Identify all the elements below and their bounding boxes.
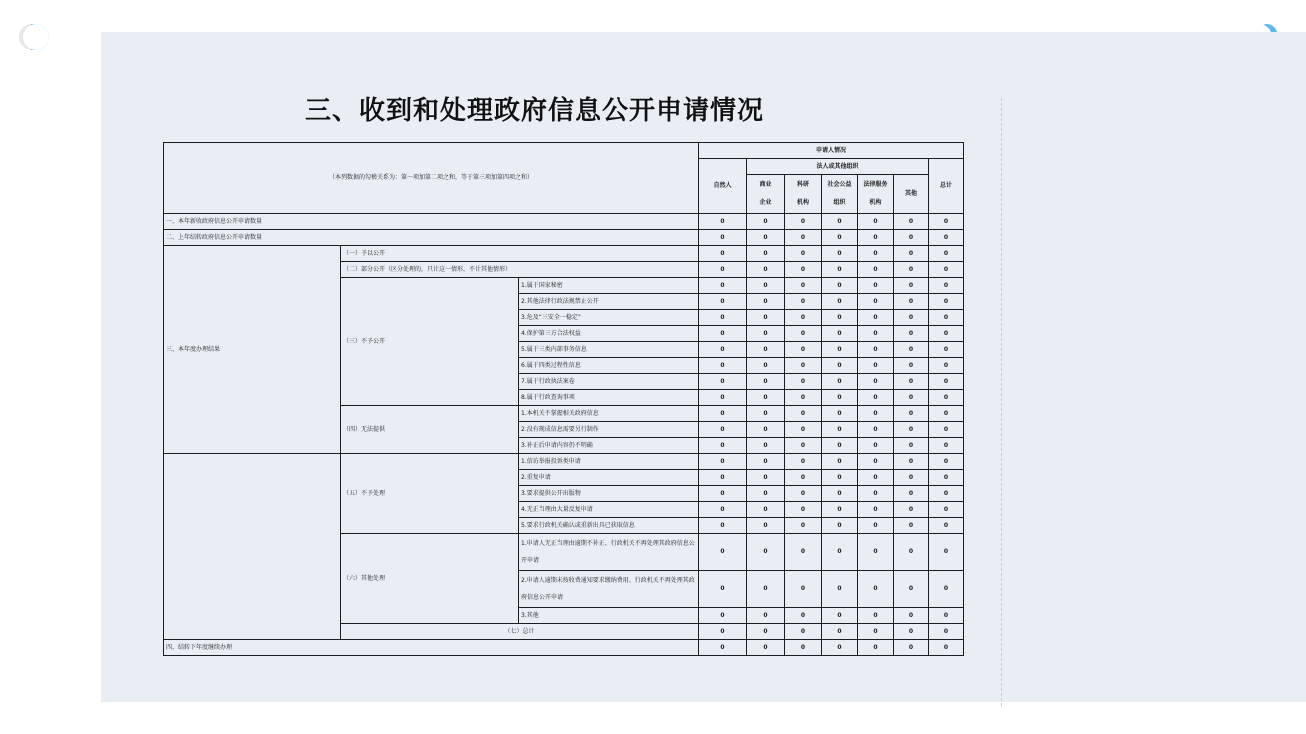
header-social: 社会公益 组织 bbox=[822, 175, 858, 214]
decor-circle-left bbox=[19, 24, 45, 50]
value-cell: 0 bbox=[822, 230, 858, 246]
reason-item: 6.属于四类过程性信息 bbox=[519, 358, 699, 374]
value-cell: 0 bbox=[699, 390, 747, 406]
row-new-requests: 一、本年新收政府信息公开申请数量 bbox=[164, 214, 699, 230]
value-cell: 0 bbox=[699, 571, 747, 608]
value-cell: 0 bbox=[785, 454, 822, 470]
value-cell: 0 bbox=[785, 262, 822, 278]
value-cell: 0 bbox=[858, 422, 894, 438]
header-total: 总计 bbox=[929, 159, 964, 214]
results-continued bbox=[164, 454, 341, 640]
value-cell: 0 bbox=[894, 518, 929, 534]
value-cell: 0 bbox=[894, 342, 929, 358]
value-cell: 0 bbox=[858, 358, 894, 374]
value-cell: 0 bbox=[785, 438, 822, 454]
value-cell: 0 bbox=[699, 278, 747, 294]
value-cell: 0 bbox=[699, 230, 747, 246]
value-cell: 0 bbox=[699, 624, 747, 640]
row-disclosed: （一）予以公开 bbox=[341, 246, 699, 262]
value-cell: 0 bbox=[894, 534, 929, 571]
reason-item: 1.属于国家秘密 bbox=[519, 278, 699, 294]
row-not-processed: （五）不予处理 bbox=[341, 454, 519, 534]
value-cell: 0 bbox=[929, 342, 964, 358]
value-cell: 0 bbox=[785, 342, 822, 358]
header-commercial: 商业 企业 bbox=[747, 175, 785, 214]
value-cell: 0 bbox=[785, 571, 822, 608]
value-cell: 0 bbox=[822, 214, 858, 230]
value-cell: 0 bbox=[747, 310, 785, 326]
value-cell: 0 bbox=[699, 438, 747, 454]
value-cell: 0 bbox=[747, 624, 785, 640]
value-cell: 0 bbox=[747, 454, 785, 470]
reason-item: 5.要求行政机关确认或重新出具已获取信息 bbox=[519, 518, 699, 534]
value-cell: 0 bbox=[747, 534, 785, 571]
value-cell: 0 bbox=[785, 374, 822, 390]
value-cell: 0 bbox=[894, 438, 929, 454]
value-cell: 0 bbox=[699, 470, 747, 486]
value-cell: 0 bbox=[747, 374, 785, 390]
value-cell: 0 bbox=[858, 374, 894, 390]
value-cell: 0 bbox=[699, 310, 747, 326]
reason-item: 3.危及“三安全一稳定” bbox=[519, 310, 699, 326]
value-cell: 0 bbox=[894, 571, 929, 608]
value-cell: 0 bbox=[785, 358, 822, 374]
value-cell: 0 bbox=[785, 278, 822, 294]
value-cell: 0 bbox=[822, 422, 858, 438]
report-table bbox=[163, 142, 964, 656]
value-cell: 0 bbox=[858, 486, 894, 502]
reason-item: 2.没有现成信息需要另行制作 bbox=[519, 422, 699, 438]
value-cell: 0 bbox=[929, 278, 964, 294]
value-cell: 0 bbox=[822, 534, 858, 571]
value-cell: 0 bbox=[747, 438, 785, 454]
header-applicant: 申请人情况 bbox=[699, 143, 964, 159]
value-cell: 0 bbox=[747, 470, 785, 486]
value-cell: 0 bbox=[785, 518, 822, 534]
value-cell: 0 bbox=[699, 534, 747, 571]
value-cell: 0 bbox=[858, 278, 894, 294]
value-cell: 0 bbox=[747, 640, 785, 656]
value-cell: 0 bbox=[858, 342, 894, 358]
value-cell: 0 bbox=[822, 262, 858, 278]
header-natural-person: 自然人 bbox=[699, 159, 747, 214]
value-cell: 0 bbox=[699, 406, 747, 422]
reason-item: 2.重复申请 bbox=[519, 470, 699, 486]
value-cell: 0 bbox=[785, 246, 822, 262]
value-cell: 0 bbox=[699, 422, 747, 438]
value-cell: 0 bbox=[747, 262, 785, 278]
value-cell: 0 bbox=[785, 502, 822, 518]
row-unable: （四）无法提供 bbox=[341, 406, 519, 454]
value-cell: 0 bbox=[894, 246, 929, 262]
value-cell: 0 bbox=[858, 438, 894, 454]
row-carried-over: 二、上年结转政府信息公开申请数量 bbox=[164, 230, 699, 246]
dashed-divider bbox=[1001, 98, 1002, 706]
reason-item: 1.本机关不掌握相关政府信息 bbox=[519, 406, 699, 422]
value-cell: 0 bbox=[929, 502, 964, 518]
value-cell: 0 bbox=[894, 470, 929, 486]
value-cell: 0 bbox=[858, 640, 894, 656]
header-other: 其他 bbox=[894, 175, 929, 214]
value-cell: 0 bbox=[699, 358, 747, 374]
value-cell: 0 bbox=[929, 608, 964, 624]
value-cell: 0 bbox=[858, 624, 894, 640]
value-cell: 0 bbox=[822, 640, 858, 656]
reason-item: 3.其他 bbox=[519, 608, 699, 624]
value-cell: 0 bbox=[929, 470, 964, 486]
value-cell: 0 bbox=[929, 518, 964, 534]
value-cell: 0 bbox=[822, 342, 858, 358]
value-cell: 0 bbox=[822, 278, 858, 294]
value-cell: 0 bbox=[858, 214, 894, 230]
value-cell: 0 bbox=[747, 502, 785, 518]
reason-item: 7.属于行政执法案卷 bbox=[519, 374, 699, 390]
value-cell: 0 bbox=[858, 502, 894, 518]
value-cell: 0 bbox=[894, 374, 929, 390]
value-cell: 0 bbox=[699, 294, 747, 310]
header-note: （本列数据的勾稽关系为：第一项加第二项之和，等于第三项加第四项之和） bbox=[164, 143, 699, 214]
value-cell: 0 bbox=[858, 294, 894, 310]
value-cell: 0 bbox=[858, 534, 894, 571]
value-cell: 0 bbox=[747, 278, 785, 294]
reason-item: 8.属于行政查询事项 bbox=[519, 390, 699, 406]
value-cell: 0 bbox=[894, 310, 929, 326]
value-cell: 0 bbox=[822, 624, 858, 640]
reason-item: 5.属于三类内部事务信息 bbox=[519, 342, 699, 358]
value-cell: 0 bbox=[858, 608, 894, 624]
value-cell: 0 bbox=[929, 624, 964, 640]
value-cell: 0 bbox=[858, 454, 894, 470]
value-cell: 0 bbox=[929, 230, 964, 246]
value-cell: 0 bbox=[858, 246, 894, 262]
value-cell: 0 bbox=[747, 294, 785, 310]
value-cell: 0 bbox=[929, 438, 964, 454]
reason-item: 3.要求提供公开出版物 bbox=[519, 486, 699, 502]
value-cell: 0 bbox=[822, 326, 858, 342]
value-cell: 0 bbox=[822, 358, 858, 374]
row-not-disclosed: （三）不予公开 bbox=[341, 278, 519, 406]
value-cell: 0 bbox=[747, 518, 785, 534]
value-cell: 0 bbox=[929, 294, 964, 310]
value-cell: 0 bbox=[929, 390, 964, 406]
header-legal-service: 法律服务 机构 bbox=[858, 175, 894, 214]
value-cell: 0 bbox=[785, 214, 822, 230]
value-cell: 0 bbox=[699, 374, 747, 390]
value-cell: 0 bbox=[822, 518, 858, 534]
value-cell: 0 bbox=[785, 294, 822, 310]
value-cell: 0 bbox=[894, 358, 929, 374]
value-cell: 0 bbox=[858, 262, 894, 278]
value-cell: 0 bbox=[785, 624, 822, 640]
value-cell: 0 bbox=[785, 608, 822, 624]
value-cell: 0 bbox=[929, 534, 964, 571]
value-cell: 0 bbox=[894, 486, 929, 502]
value-cell: 0 bbox=[785, 640, 822, 656]
value-cell: 0 bbox=[747, 486, 785, 502]
value-cell: 0 bbox=[929, 571, 964, 608]
value-cell: 0 bbox=[929, 214, 964, 230]
value-cell: 0 bbox=[929, 454, 964, 470]
value-cell: 0 bbox=[858, 470, 894, 486]
header-legal-group: 法人或其他组织 bbox=[747, 159, 929, 175]
row-results: 三、本年度办理结果 bbox=[164, 246, 341, 454]
value-cell: 0 bbox=[699, 262, 747, 278]
value-cell: 0 bbox=[822, 310, 858, 326]
value-cell: 0 bbox=[929, 310, 964, 326]
value-cell: 0 bbox=[929, 640, 964, 656]
value-cell: 0 bbox=[699, 454, 747, 470]
value-cell: 0 bbox=[894, 454, 929, 470]
value-cell: 0 bbox=[822, 454, 858, 470]
value-cell: 0 bbox=[747, 326, 785, 342]
value-cell: 0 bbox=[894, 422, 929, 438]
row-other-processing: （六）其他处理 bbox=[341, 534, 519, 624]
reason-item: 4.保护第三方合法权益 bbox=[519, 326, 699, 342]
value-cell: 0 bbox=[894, 406, 929, 422]
value-cell: 0 bbox=[822, 486, 858, 502]
value-cell: 0 bbox=[747, 571, 785, 608]
value-cell: 0 bbox=[747, 342, 785, 358]
value-cell: 0 bbox=[747, 390, 785, 406]
value-cell: 0 bbox=[785, 422, 822, 438]
value-cell: 0 bbox=[785, 310, 822, 326]
reason-item: 3.补正后申请内容仍不明确 bbox=[519, 438, 699, 454]
value-cell: 0 bbox=[858, 310, 894, 326]
value-cell: 0 bbox=[785, 470, 822, 486]
value-cell: 0 bbox=[894, 326, 929, 342]
value-cell: 0 bbox=[894, 294, 929, 310]
value-cell: 0 bbox=[822, 608, 858, 624]
value-cell: 0 bbox=[929, 374, 964, 390]
value-cell: 0 bbox=[822, 246, 858, 262]
value-cell: 0 bbox=[894, 390, 929, 406]
value-cell: 0 bbox=[785, 390, 822, 406]
value-cell: 0 bbox=[858, 390, 894, 406]
value-cell: 0 bbox=[699, 326, 747, 342]
value-cell: 0 bbox=[699, 608, 747, 624]
value-cell: 0 bbox=[894, 608, 929, 624]
value-cell: 0 bbox=[785, 326, 822, 342]
value-cell: 0 bbox=[785, 486, 822, 502]
value-cell: 0 bbox=[747, 246, 785, 262]
value-cell: 0 bbox=[699, 342, 747, 358]
value-cell: 0 bbox=[822, 470, 858, 486]
value-cell: 0 bbox=[822, 406, 858, 422]
value-cell: 0 bbox=[785, 230, 822, 246]
value-cell: 0 bbox=[785, 534, 822, 571]
value-cell: 0 bbox=[894, 262, 929, 278]
value-cell: 0 bbox=[929, 246, 964, 262]
value-cell: 0 bbox=[858, 230, 894, 246]
value-cell: 0 bbox=[699, 640, 747, 656]
header-research: 科研 机构 bbox=[785, 175, 822, 214]
value-cell: 0 bbox=[822, 438, 858, 454]
value-cell: 0 bbox=[858, 571, 894, 608]
value-cell: 0 bbox=[747, 406, 785, 422]
value-cell: 0 bbox=[858, 518, 894, 534]
value-cell: 0 bbox=[747, 608, 785, 624]
reason-item: 4.无正当理由大量反复申请 bbox=[519, 502, 699, 518]
value-cell: 0 bbox=[747, 230, 785, 246]
value-cell: 0 bbox=[894, 502, 929, 518]
value-cell: 0 bbox=[894, 278, 929, 294]
reason-item: 2.其他法律行政法规禁止公开 bbox=[519, 294, 699, 310]
value-cell: 0 bbox=[699, 486, 747, 502]
value-cell: 0 bbox=[929, 326, 964, 342]
value-cell: 0 bbox=[699, 246, 747, 262]
value-cell: 0 bbox=[747, 422, 785, 438]
reason-item: 1.信访举报投诉类申请 bbox=[519, 454, 699, 470]
value-cell: 0 bbox=[894, 214, 929, 230]
value-cell: 0 bbox=[822, 571, 858, 608]
value-cell: 0 bbox=[822, 374, 858, 390]
value-cell: 0 bbox=[822, 390, 858, 406]
value-cell: 0 bbox=[929, 422, 964, 438]
value-cell: 0 bbox=[929, 406, 964, 422]
value-cell: 0 bbox=[929, 262, 964, 278]
reason-item: 1.申请人无正当理由逾期不补正、行政机关不再处理其政府信息公开申请 bbox=[519, 534, 699, 571]
value-cell: 0 bbox=[894, 230, 929, 246]
value-cell: 0 bbox=[929, 486, 964, 502]
row-next-year: 四、结转下年度继续办理 bbox=[164, 640, 699, 656]
page-title: 三、收到和处理政府信息公开申请情况 bbox=[305, 96, 765, 126]
value-cell: 0 bbox=[747, 214, 785, 230]
value-cell: 0 bbox=[822, 502, 858, 518]
value-cell: 0 bbox=[929, 358, 964, 374]
value-cell: 0 bbox=[699, 214, 747, 230]
value-cell: 0 bbox=[858, 326, 894, 342]
value-cell: 0 bbox=[785, 406, 822, 422]
value-cell: 0 bbox=[747, 358, 785, 374]
value-cell: 0 bbox=[894, 640, 929, 656]
value-cell: 0 bbox=[858, 406, 894, 422]
row-partial: （二）部分公开（区分处理的，只计这一情形，不计其他情形） bbox=[341, 262, 699, 278]
value-cell: 0 bbox=[699, 518, 747, 534]
value-cell: 0 bbox=[894, 624, 929, 640]
value-cell: 0 bbox=[822, 294, 858, 310]
value-cell: 0 bbox=[699, 502, 747, 518]
reason-item: 2.申请人逾期未按收费通知要求缴纳费用、行政机关不再处理其政府信息公开申请 bbox=[519, 571, 699, 608]
row-total: （七）总计 bbox=[341, 624, 699, 640]
